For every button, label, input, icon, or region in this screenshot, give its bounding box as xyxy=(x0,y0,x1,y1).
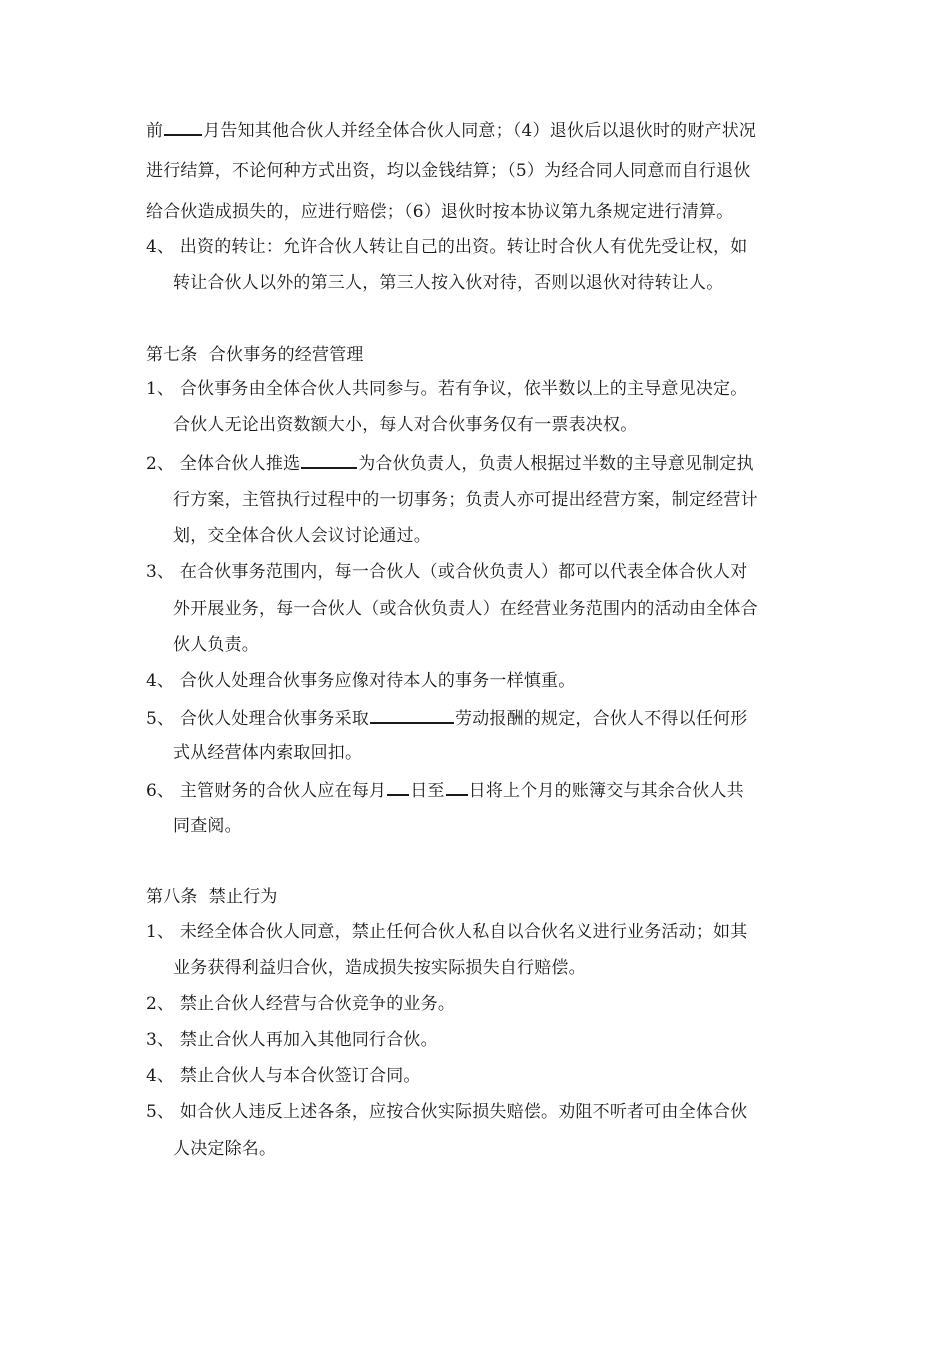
list-item: 1、 合伙事务由全体合伙人共同参与。若有争议，依半数以上的主导意见决定。 xyxy=(146,379,748,399)
article-heading: 第八条 禁止行为 xyxy=(146,887,278,907)
fill-in-blank xyxy=(387,778,409,796)
text-line: 进行结算，不论何种方式出资，均以金钱结算；（5）为经合同人同意而自行退伙 xyxy=(146,161,751,181)
list-item: 1、 未经全体合伙人同意，禁止任何合伙人私自以合伙名义进行业务活动；如其 xyxy=(146,922,748,942)
text-line: 式从经营体内索取回扣。 xyxy=(173,743,363,763)
text-line: 人决定除名。 xyxy=(173,1139,277,1159)
list-item: 3、 禁止合伙人再加入其他同行合伙。 xyxy=(146,1030,438,1050)
fill-in-blank xyxy=(301,451,357,469)
text-line: 划，交全体合伙人会议讨论通过。 xyxy=(173,526,431,546)
fill-in-blank xyxy=(164,118,202,136)
article-heading: 第七条 合伙事务的经营管理 xyxy=(146,345,364,365)
fill-in-blank xyxy=(370,706,454,724)
text-line: 伙人负责。 xyxy=(173,635,259,655)
list-item: 4、 出资的转让：允许合伙人转让自己的出资。转让时合伙人有优先受让权，如 xyxy=(146,237,748,257)
text-line: 转让合伙人以外的第三人，第三人按入伙对待，否则以退伙对待转让人。 xyxy=(173,273,724,293)
list-item: 2、 全体合伙人推选 为合伙负责人，负责人根据过半数的主导意见制定执 xyxy=(146,451,754,475)
list-item: 6、 主管财务的合伙人应在每月 日至 日将上个月的账簿交与其余合伙人共 xyxy=(146,778,744,802)
text-line: 外开展业务，每一合伙人（或合伙负责人）在经营业务范围内的活动由全体合 xyxy=(173,599,758,619)
text-line: 业务获得利益归合伙，造成损失按实际损失自行赔偿。 xyxy=(173,958,586,978)
list-item: 5、 如合伙人违反上述各条，应按合伙实际损失赔偿。劝阻不听者可由全体合伙 xyxy=(146,1102,748,1122)
list-item: 2、 禁止合伙人经营与合伙竞争的业务。 xyxy=(146,994,456,1014)
list-item: 4、 合伙人处理合伙事务应像对待本人的事务一样慎重。 xyxy=(146,671,576,691)
list-item: 4、 禁止合伙人与本合伙签订合同。 xyxy=(146,1066,421,1086)
text-line: 合伙人无论出资数额大小，每人对合伙事务仅有一票表决权。 xyxy=(173,415,638,435)
list-item: 3、 在合伙事务范围内，每一合伙人（或合伙负责人）都可以代表全体合伙人对 xyxy=(146,562,748,582)
text-line: 前 月告知其他合伙人并经全体合伙人同意；（4）退伙后以退伙时的财产状况 xyxy=(146,118,756,142)
list-item: 5、 合伙人处理合伙事务采取 劳动报酬的规定，合伙人不得以任何形 xyxy=(146,706,747,730)
fill-in-blank xyxy=(446,778,468,796)
text-line: 给合伙造成损失的，应进行赔偿；（6）退伙时按本协议第九条规定进行清算。 xyxy=(146,202,734,222)
text-line: 行方案，主管执行过程中的一切事务；负责人亦可提出经营方案，制定经营计 xyxy=(173,490,758,510)
text-line: 同查阅。 xyxy=(173,816,242,836)
